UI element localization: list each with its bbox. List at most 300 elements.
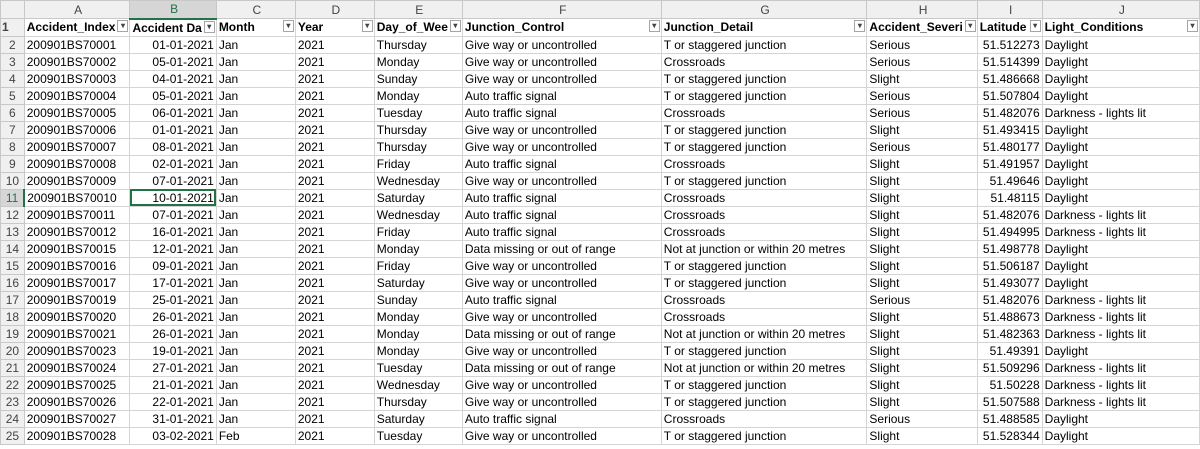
column-letter-j[interactable]: J [1042,1,1199,19]
cell[interactable]: T or staggered junction [661,87,867,104]
cell[interactable]: 51.48115 [977,189,1042,206]
cell[interactable]: Darkness - lights lit [1042,223,1199,240]
row-number[interactable]: 17 [1,291,25,308]
cell[interactable]: Slight [867,257,977,274]
select-all-corner[interactable] [1,1,25,19]
header-label: Accident_Index [26,20,116,35]
cell[interactable]: 26-01-2021 [130,325,216,342]
filter-dropdown-icon[interactable]: ▾ [283,20,294,32]
cell[interactable]: 51.50228 [977,376,1042,393]
table-row [1,104,1200,121]
cell[interactable]: 27-01-2021 [130,359,216,376]
filter-dropdown-icon[interactable]: ▾ [204,21,215,33]
cell[interactable]: Jan [216,359,295,376]
cell[interactable]: Serious [867,410,977,427]
cell[interactable]: 51.514399 [977,53,1042,70]
cell[interactable]: Wednesday [374,376,462,393]
cell[interactable]: Jan [216,291,295,308]
cell[interactable]: Sunday [374,70,462,87]
cell[interactable]: Jan [216,257,295,274]
header-cell[interactable] [661,19,867,37]
filter-dropdown-icon[interactable]: ▾ [854,20,865,32]
cell[interactable]: Slight [867,274,977,291]
cell[interactable]: Daylight [1042,36,1199,53]
cell[interactable]: 17-01-2021 [130,274,216,291]
cell[interactable]: Daylight [1042,274,1199,291]
cell[interactable]: Friday [374,257,462,274]
cell[interactable]: 01-01-2021 [130,36,216,53]
cell[interactable]: Darkness - lights lit [1042,206,1199,223]
cell[interactable]: 51.509296 [977,359,1042,376]
cell[interactable]: 31-01-2021 [130,410,216,427]
cell[interactable]: Friday [374,223,462,240]
cell[interactable]: 2021 [295,104,374,121]
cell[interactable]: 2021 [295,240,374,257]
cell[interactable]: 06-01-2021 [130,104,216,121]
cell[interactable]: Serious [867,36,977,53]
cell[interactable]: Saturday [374,189,462,206]
cell[interactable]: Jan [216,36,295,53]
cell[interactable]: 200901BS70025 [24,376,130,393]
row-number[interactable]: 6 [1,104,25,121]
cell[interactable]: Daylight [1042,342,1199,359]
row-number[interactable]: 7 [1,121,25,138]
cell[interactable]: T or staggered junction [661,427,867,444]
cell[interactable]: 2021 [295,427,374,444]
cell[interactable]: 2021 [295,410,374,427]
cell[interactable]: 2021 [295,274,374,291]
row-number[interactable]: 3 [1,53,25,70]
column-letter-f[interactable]: F [462,1,661,19]
header-cell[interactable] [216,19,295,37]
cell[interactable]: Jan [216,155,295,172]
row-number[interactable]: 13 [1,223,25,240]
cell[interactable]: 2021 [295,223,374,240]
cell[interactable]: Crossroads [661,189,867,206]
cell[interactable]: Jan [216,87,295,104]
row-number[interactable]: 23 [1,393,25,410]
cell[interactable]: T or staggered junction [661,393,867,410]
cell[interactable]: Slight [867,376,977,393]
cell[interactable]: Darkness - lights lit [1042,376,1199,393]
cell[interactable]: 2021 [295,87,374,104]
cell[interactable]: Slight [867,427,977,444]
row-number[interactable]: 12 [1,206,25,223]
cell[interactable]: 03-02-2021 [130,427,216,444]
cell[interactable]: 51.528344 [977,427,1042,444]
header-cell[interactable] [977,19,1042,37]
cell[interactable]: 2021 [295,393,374,410]
cell[interactable]: Crossroads [661,410,867,427]
cell[interactable]: 16-01-2021 [130,223,216,240]
cell[interactable]: Saturday [374,274,462,291]
column-letter-a[interactable]: A [24,1,130,19]
cell[interactable]: Daylight [1042,410,1199,427]
header-cell[interactable] [130,19,216,37]
cell[interactable]: 51.482363 [977,325,1042,342]
cell[interactable]: Tuesday [374,104,462,121]
cell[interactable]: 2021 [295,257,374,274]
cell[interactable]: 51.480177 [977,138,1042,155]
cell[interactable]: 2021 [295,342,374,359]
column-letter-c[interactable]: C [216,1,295,19]
cell[interactable]: Give way or uncontrolled [462,274,661,291]
cell[interactable]: 04-01-2021 [130,70,216,87]
cell[interactable]: Jan [216,376,295,393]
cell[interactable]: 51.507804 [977,87,1042,104]
filter-dropdown-icon[interactable]: ▾ [1030,20,1041,32]
cell[interactable]: Daylight [1042,427,1199,444]
cell[interactable]: Serious [867,138,977,155]
cell[interactable]: Daylight [1042,138,1199,155]
cell[interactable]: Give way or uncontrolled [462,308,661,325]
cell[interactable]: T or staggered junction [661,70,867,87]
cell[interactable]: Feb [216,427,295,444]
row-number[interactable]: 15 [1,257,25,274]
cell[interactable]: Jan [216,206,295,223]
cell[interactable]: Daylight [1042,87,1199,104]
cell[interactable]: Jan [216,274,295,291]
cell[interactable]: 51.491957 [977,155,1042,172]
cell[interactable]: 200901BS70024 [24,359,130,376]
cell[interactable]: Slight [867,393,977,410]
cell[interactable]: 2021 [295,376,374,393]
cell[interactable]: Slight [867,240,977,257]
cell[interactable]: Daylight [1042,189,1199,206]
cell[interactable]: Jan [216,53,295,70]
column-letter-h[interactable]: H [867,1,977,19]
cell[interactable]: 200901BS70023 [24,342,130,359]
cell[interactable]: 200901BS70009 [24,172,130,189]
row-number[interactable]: 21 [1,359,25,376]
filter-dropdown-icon[interactable]: ▾ [362,20,373,32]
header-cell[interactable] [295,19,374,37]
cell[interactable]: Thursday [374,36,462,53]
cell[interactable]: 200901BS70006 [24,121,130,138]
cell[interactable]: 2021 [295,291,374,308]
cell[interactable]: Daylight [1042,240,1199,257]
cell[interactable]: 2021 [295,70,374,87]
cell[interactable]: T or staggered junction [661,274,867,291]
cell[interactable]: Monday [374,87,462,104]
column-letter-g[interactable]: G [661,1,867,19]
cell[interactable]: 25-01-2021 [130,291,216,308]
cell[interactable]: 2021 [295,36,374,53]
header-cell[interactable] [24,19,130,37]
cell[interactable]: Not at junction or within 20 metres [661,359,867,376]
cell[interactable]: Thursday [374,393,462,410]
cell[interactable]: 200901BS70010 [24,189,130,206]
cell[interactable]: 02-01-2021 [130,155,216,172]
cell[interactable]: 200901BS70008 [24,155,130,172]
cell[interactable]: 51.506187 [977,257,1042,274]
cell[interactable]: Slight [867,121,977,138]
cell[interactable]: Slight [867,172,977,189]
cell[interactable]: Monday [374,325,462,342]
cell[interactable]: Tuesday [374,359,462,376]
cell[interactable]: Auto traffic signal [462,189,661,206]
cell[interactable]: Crossroads [661,206,867,223]
cell[interactable]: Monday [374,53,462,70]
cell[interactable]: 51.507588 [977,393,1042,410]
cell[interactable]: 51.482076 [977,206,1042,223]
cell[interactable]: 07-01-2021 [130,206,216,223]
cell[interactable]: Give way or uncontrolled [462,53,661,70]
cell[interactable]: Serious [867,87,977,104]
cell[interactable]: Serious [867,291,977,308]
cell[interactable]: Tuesday [374,427,462,444]
cell[interactable]: Daylight [1042,172,1199,189]
cell[interactable]: Monday [374,342,462,359]
cell[interactable]: Slight [867,206,977,223]
cell[interactable]: Wednesday [374,172,462,189]
cell[interactable]: Friday [374,155,462,172]
cell[interactable]: 200901BS70020 [24,308,130,325]
cell[interactable]: Darkness - lights lit [1042,393,1199,410]
cell[interactable]: Give way or uncontrolled [462,70,661,87]
cell[interactable]: 22-01-2021 [130,393,216,410]
cell[interactable]: Give way or uncontrolled [462,121,661,138]
cell[interactable]: Darkness - lights lit [1042,308,1199,325]
cell[interactable]: Jan [216,189,295,206]
cell[interactable]: Auto traffic signal [462,87,661,104]
cell[interactable]: Auto traffic signal [462,206,661,223]
column-letter-d[interactable]: D [295,1,374,19]
cell[interactable]: Give way or uncontrolled [462,342,661,359]
cell[interactable]: Crossroads [661,155,867,172]
cell[interactable]: 19-01-2021 [130,342,216,359]
cell[interactable]: Jan [216,223,295,240]
cell[interactable]: Give way or uncontrolled [462,257,661,274]
row-number[interactable]: 1 [1,19,25,37]
cell[interactable]: Daylight [1042,70,1199,87]
cell[interactable]: Saturday [374,410,462,427]
row-number[interactable]: 20 [1,342,25,359]
row-number[interactable]: 5 [1,87,25,104]
cell[interactable]: Jan [216,308,295,325]
cell[interactable]: 2021 [295,172,374,189]
cell[interactable]: 21-01-2021 [130,376,216,393]
row-number[interactable]: 11 [1,189,25,206]
filter-dropdown-icon[interactable]: ▾ [1187,20,1198,32]
header-cell[interactable] [462,19,661,37]
cell[interactable]: 07-01-2021 [130,172,216,189]
cell[interactable]: Jan [216,393,295,410]
cell[interactable]: Thursday [374,138,462,155]
cell[interactable]: 51.482076 [977,291,1042,308]
cell[interactable]: 2021 [295,308,374,325]
table-row [1,70,1200,87]
column-letter-e[interactable]: E [374,1,462,19]
cell[interactable]: 2021 [295,138,374,155]
cell[interactable]: Wednesday [374,206,462,223]
cell[interactable]: 200901BS70002 [24,53,130,70]
active-cell[interactable]: 10-01-2021 [130,189,216,206]
cell[interactable]: Slight [867,325,977,342]
cell[interactable]: 51.488585 [977,410,1042,427]
row-number[interactable]: 19 [1,325,25,342]
cell[interactable]: Daylight [1042,121,1199,138]
cell[interactable]: Give way or uncontrolled [462,36,661,53]
cell[interactable]: T or staggered junction [661,138,867,155]
cell[interactable]: 200901BS70007 [24,138,130,155]
row-number[interactable]: 16 [1,274,25,291]
cell[interactable]: 2021 [295,325,374,342]
cell[interactable]: T or staggered junction [661,342,867,359]
cell[interactable]: Not at junction or within 20 metres [661,325,867,342]
cell[interactable]: Jan [216,121,295,138]
header-cell[interactable] [374,19,462,37]
cell[interactable]: 51.482076 [977,104,1042,121]
cell[interactable]: 2021 [295,359,374,376]
cell[interactable]: 51.493415 [977,121,1042,138]
cell[interactable]: Darkness - lights lit [1042,291,1199,308]
cell[interactable]: 2021 [295,53,374,70]
cell[interactable]: Serious [867,53,977,70]
cell[interactable]: Darkness - lights lit [1042,325,1199,342]
cell[interactable]: 200901BS70027 [24,410,130,427]
cell[interactable]: T or staggered junction [661,36,867,53]
cell[interactable]: 200901BS70003 [24,70,130,87]
cell[interactable]: Jan [216,138,295,155]
cell[interactable]: Monday [374,308,462,325]
cell[interactable]: 05-01-2021 [130,53,216,70]
cell[interactable]: 26-01-2021 [130,308,216,325]
cell[interactable]: Auto traffic signal [462,291,661,308]
cell[interactable]: Crossroads [661,223,867,240]
cell[interactable]: 51.49391 [977,342,1042,359]
cell[interactable]: Jan [216,240,295,257]
cell[interactable]: Serious [867,104,977,121]
cell[interactable]: Slight [867,155,977,172]
cell[interactable]: Give way or uncontrolled [462,376,661,393]
row-number[interactable]: 18 [1,308,25,325]
filter-dropdown-icon[interactable]: ▾ [450,20,461,32]
row-number[interactable]: 4 [1,70,25,87]
cell[interactable]: Data missing or out of range [462,240,661,257]
cell[interactable]: 200901BS70012 [24,223,130,240]
cell[interactable]: Jan [216,410,295,427]
cell[interactable]: Crossroads [661,308,867,325]
cell[interactable]: Give way or uncontrolled [462,427,661,444]
cell[interactable]: 51.488673 [977,308,1042,325]
cell[interactable]: 51.512273 [977,36,1042,53]
cell[interactable]: Darkness - lights lit [1042,104,1199,121]
cell[interactable]: Monday [374,240,462,257]
row-number[interactable]: 25 [1,427,25,444]
cell[interactable]: Give way or uncontrolled [462,393,661,410]
row-number[interactable]: 22 [1,376,25,393]
row-number[interactable]: 10 [1,172,25,189]
cell[interactable]: Sunday [374,291,462,308]
cell[interactable]: 200901BS70028 [24,427,130,444]
cell[interactable]: 51.49646 [977,172,1042,189]
cell[interactable]: Crossroads [661,53,867,70]
cell[interactable]: 51.493077 [977,274,1042,291]
cell[interactable]: Jan [216,172,295,189]
cell[interactable]: 200901BS70017 [24,274,130,291]
cell[interactable]: 12-01-2021 [130,240,216,257]
cell[interactable]: Slight [867,223,977,240]
row-number[interactable]: 9 [1,155,25,172]
cell[interactable]: Jan [216,70,295,87]
cell[interactable]: 51.486668 [977,70,1042,87]
cell[interactable]: 200901BS70026 [24,393,130,410]
cell[interactable]: Jan [216,325,295,342]
filter-dropdown-icon[interactable]: ▾ [117,20,128,32]
cell[interactable]: Data missing or out of range [462,325,661,342]
cell[interactable]: Daylight [1042,53,1199,70]
cell[interactable]: Data missing or out of range [462,359,661,376]
column-letter-b[interactable]: B [130,1,216,19]
cell[interactable]: Give way or uncontrolled [462,138,661,155]
cell[interactable]: Slight [867,342,977,359]
cell[interactable]: Slight [867,359,977,376]
cell[interactable]: Jan [216,342,295,359]
filter-dropdown-icon[interactable]: ▾ [965,20,976,32]
cell[interactable]: 2021 [295,121,374,138]
row-number[interactable]: 8 [1,138,25,155]
row-number[interactable]: 2 [1,36,25,53]
cell[interactable]: Auto traffic signal [462,410,661,427]
cell[interactable]: 51.498778 [977,240,1042,257]
cell[interactable]: 08-01-2021 [130,138,216,155]
cell[interactable]: 200901BS70005 [24,104,130,121]
cell[interactable]: 09-01-2021 [130,257,216,274]
row-number[interactable]: 14 [1,240,25,257]
cell[interactable]: 200901BS70001 [24,36,130,53]
cell[interactable]: T or staggered junction [661,257,867,274]
cell[interactable]: Auto traffic signal [462,104,661,121]
cell[interactable]: Darkness - lights lit [1042,359,1199,376]
cell[interactable]: Auto traffic signal [462,223,661,240]
cell[interactable]: Slight [867,70,977,87]
cell[interactable]: 200901BS70021 [24,325,130,342]
cell[interactable]: Not at junction or within 20 metres [661,240,867,257]
cell[interactable]: Thursday [374,121,462,138]
cell[interactable]: 200901BS70004 [24,87,130,104]
cell[interactable]: 200901BS70019 [24,291,130,308]
cell[interactable]: Slight [867,189,977,206]
cell[interactable]: Give way or uncontrolled [462,172,661,189]
cell[interactable]: Daylight [1042,155,1199,172]
header-label: Day_of_Wee [376,20,448,35]
cell[interactable]: Crossroads [661,104,867,121]
cell[interactable]: 51.494995 [977,223,1042,240]
cell[interactable]: 200901BS70011 [24,206,130,223]
cell[interactable]: T or staggered junction [661,121,867,138]
cell[interactable]: T or staggered junction [661,376,867,393]
cell[interactable]: Slight [867,308,977,325]
column-letter-i[interactable]: I [977,1,1042,19]
cell[interactable]: 2021 [295,189,374,206]
cell[interactable]: Crossroads [661,291,867,308]
row-number[interactable]: 24 [1,410,25,427]
header-cell[interactable] [867,19,977,37]
cell[interactable]: Auto traffic signal [462,155,661,172]
cell[interactable]: 2021 [295,155,374,172]
cell[interactable]: 01-01-2021 [130,121,216,138]
cell[interactable]: Jan [216,104,295,121]
filter-dropdown-icon[interactable]: ▾ [649,20,660,32]
cell[interactable]: 200901BS70015 [24,240,130,257]
cell[interactable]: 200901BS70016 [24,257,130,274]
cell[interactable]: 2021 [295,206,374,223]
cell[interactable]: T or staggered junction [661,172,867,189]
header-cell[interactable] [1042,19,1199,37]
cell[interactable]: 05-01-2021 [130,87,216,104]
cell[interactable]: Daylight [1042,257,1199,274]
